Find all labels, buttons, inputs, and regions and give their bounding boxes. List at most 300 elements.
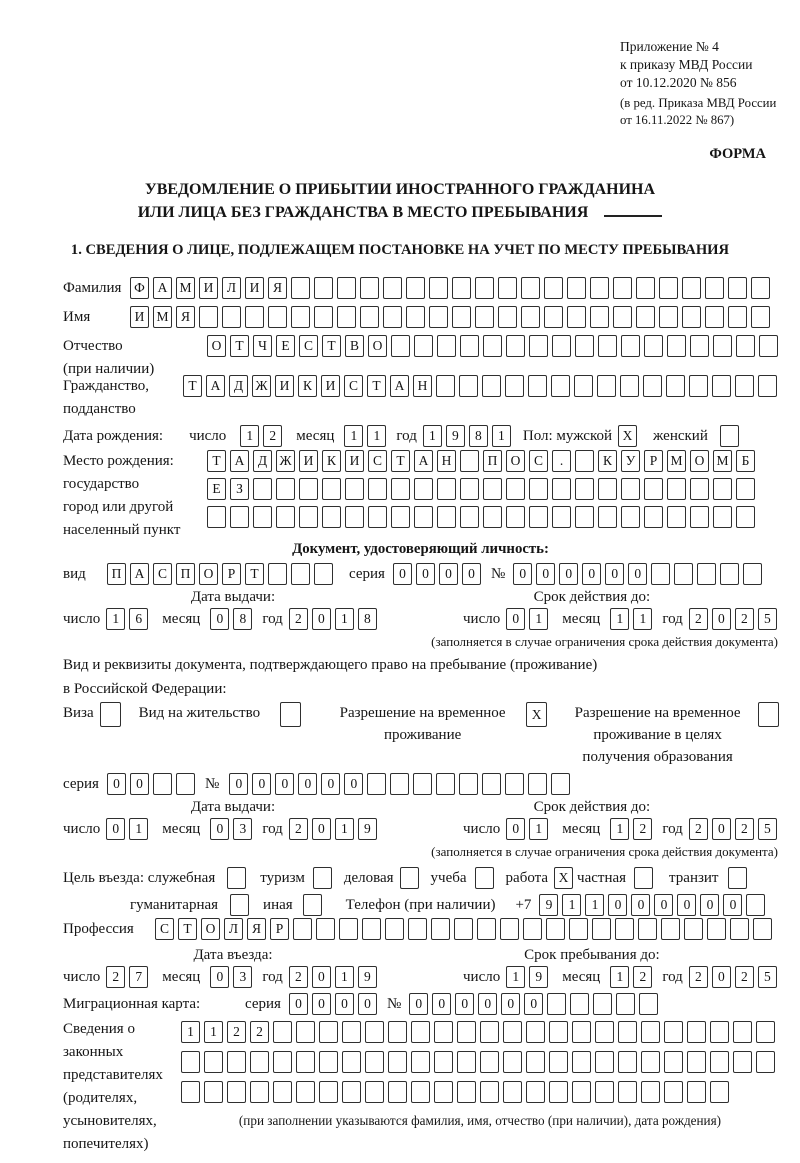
char-box[interactable] [549, 1081, 568, 1103]
char-box[interactable] [710, 1081, 729, 1103]
stay-valid-day[interactable] [506, 818, 552, 840]
char-box[interactable] [268, 306, 287, 328]
char-box[interactable]: Ч [253, 335, 272, 357]
char-box[interactable] [505, 375, 524, 397]
char-box[interactable]: 0 [712, 966, 731, 988]
char-box[interactable]: 0 [712, 608, 731, 630]
profession-field[interactable] [155, 918, 776, 940]
purpose-private-checkbox[interactable] [634, 867, 657, 889]
char-box[interactable]: 8 [469, 425, 488, 447]
char-box[interactable]: 0 [501, 993, 520, 1015]
char-box[interactable] [383, 277, 402, 299]
char-box[interactable]: Т [183, 375, 202, 397]
char-box[interactable] [291, 306, 310, 328]
char-box[interactable]: 5 [758, 966, 777, 988]
char-box[interactable] [666, 375, 685, 397]
purpose-humanitarian-checkbox[interactable] [230, 894, 253, 916]
char-box[interactable] [296, 1081, 315, 1103]
char-box[interactable] [575, 335, 594, 357]
char-box[interactable]: 0 [559, 563, 578, 585]
doc-valid-year[interactable] [689, 608, 781, 630]
purpose-tourism-checkbox[interactable] [313, 867, 336, 889]
char-box[interactable] [483, 478, 502, 500]
char-box[interactable] [483, 335, 502, 357]
char-box[interactable] [687, 1051, 706, 1073]
char-box[interactable] [429, 306, 448, 328]
char-box[interactable] [280, 702, 301, 727]
char-box[interactable]: 0 [416, 563, 435, 585]
char-box[interactable]: 0 [536, 563, 555, 585]
char-box[interactable] [365, 1021, 384, 1043]
char-box[interactable] [385, 918, 404, 940]
char-box[interactable] [529, 478, 548, 500]
char-box[interactable] [621, 335, 640, 357]
char-box[interactable] [503, 1051, 522, 1073]
birthplace-field-row3[interactable] [207, 506, 759, 528]
char-box[interactable] [293, 918, 312, 940]
char-box[interactable] [613, 306, 632, 328]
char-box[interactable] [528, 375, 547, 397]
char-box[interactable] [713, 335, 732, 357]
birth-month-field[interactable] [344, 425, 390, 447]
char-box[interactable] [572, 1051, 591, 1073]
char-box[interactable] [682, 306, 701, 328]
char-box[interactable] [549, 1021, 568, 1043]
char-box[interactable]: С [344, 375, 363, 397]
char-box[interactable] [483, 506, 502, 528]
char-box[interactable]: О [207, 335, 226, 357]
char-box[interactable]: Т [245, 563, 264, 585]
char-box[interactable] [411, 1021, 430, 1043]
char-box[interactable] [388, 1081, 407, 1103]
char-box[interactable]: Б [736, 450, 755, 472]
char-box[interactable]: 2 [735, 818, 754, 840]
patronymic-field[interactable] [207, 335, 782, 357]
char-box[interactable]: 2 [633, 818, 652, 840]
sex-male-checkbox[interactable] [618, 425, 641, 447]
char-box[interactable] [204, 1081, 223, 1103]
purpose-other-checkbox[interactable] [303, 894, 326, 916]
char-box[interactable]: 0 [106, 818, 125, 840]
char-box[interactable] [753, 918, 772, 940]
char-box[interactable]: 2 [289, 966, 308, 988]
char-box[interactable] [710, 1051, 729, 1073]
char-box[interactable]: 0 [210, 608, 229, 630]
char-box[interactable]: Ж [252, 375, 271, 397]
char-box[interactable]: 2 [289, 608, 308, 630]
char-box[interactable] [291, 563, 310, 585]
char-box[interactable]: 0 [344, 773, 363, 795]
char-box[interactable] [720, 425, 739, 447]
char-box[interactable] [383, 306, 402, 328]
char-box[interactable]: 0 [335, 993, 354, 1015]
char-box[interactable] [436, 375, 455, 397]
char-box[interactable] [736, 335, 755, 357]
char-box[interactable]: С [155, 918, 174, 940]
char-box[interactable]: О [199, 563, 218, 585]
char-box[interactable] [690, 335, 709, 357]
char-box[interactable]: 0 [506, 608, 525, 630]
char-box[interactable] [639, 993, 658, 1015]
char-box[interactable]: М [176, 277, 195, 299]
char-box[interactable]: 1 [423, 425, 442, 447]
char-box[interactable] [651, 563, 670, 585]
char-box[interactable]: 9 [529, 966, 548, 988]
char-box[interactable] [572, 1081, 591, 1103]
char-box[interactable]: 0 [393, 563, 412, 585]
char-box[interactable]: Ж [276, 450, 295, 472]
char-box[interactable]: 1 [506, 966, 525, 988]
stay-valid-month[interactable] [610, 818, 656, 840]
char-box[interactable]: Т [367, 375, 386, 397]
char-box[interactable] [207, 506, 226, 528]
char-box[interactable] [250, 1081, 269, 1103]
char-box[interactable]: 0 [312, 993, 331, 1015]
char-box[interactable]: А [230, 450, 249, 472]
char-box[interactable]: Н [413, 375, 432, 397]
char-box[interactable] [437, 478, 456, 500]
char-box[interactable]: 1 [529, 818, 548, 840]
char-box[interactable]: О [506, 450, 525, 472]
char-box[interactable] [526, 1021, 545, 1043]
char-box[interactable]: С [299, 335, 318, 357]
char-box[interactable]: 0 [524, 993, 543, 1015]
char-box[interactable] [313, 867, 332, 889]
char-box[interactable]: 0 [409, 993, 428, 1015]
char-box[interactable] [546, 918, 565, 940]
char-box[interactable] [595, 1051, 614, 1073]
char-box[interactable]: М [713, 450, 732, 472]
char-box[interactable] [199, 306, 218, 328]
char-box[interactable] [690, 478, 709, 500]
char-box[interactable]: С [368, 450, 387, 472]
char-box[interactable]: В [345, 335, 364, 357]
char-box[interactable] [526, 1081, 545, 1103]
char-box[interactable] [667, 478, 686, 500]
char-box[interactable] [316, 918, 335, 940]
char-box[interactable] [618, 1051, 637, 1073]
char-box[interactable]: 0 [321, 773, 340, 795]
char-box[interactable] [314, 563, 333, 585]
char-box[interactable]: 0 [462, 563, 481, 585]
char-box[interactable] [674, 563, 693, 585]
birth-day-field[interactable] [240, 425, 286, 447]
char-box[interactable] [475, 306, 494, 328]
char-box[interactable] [664, 1021, 683, 1043]
char-box[interactable]: X [526, 702, 547, 727]
char-box[interactable] [572, 1021, 591, 1043]
char-box[interactable] [569, 918, 588, 940]
char-box[interactable] [475, 867, 494, 889]
char-box[interactable] [590, 277, 609, 299]
char-box[interactable]: 3 [233, 818, 252, 840]
char-box[interactable]: 0 [700, 894, 719, 916]
char-box[interactable] [319, 1051, 338, 1073]
char-box[interactable] [367, 773, 386, 795]
char-box[interactable] [299, 478, 318, 500]
char-box[interactable] [227, 1051, 246, 1073]
char-box[interactable] [222, 306, 241, 328]
char-box[interactable] [758, 375, 777, 397]
char-box[interactable]: Ф [130, 277, 149, 299]
char-box[interactable] [523, 918, 542, 940]
char-box[interactable]: X [554, 867, 573, 889]
char-box[interactable] [575, 506, 594, 528]
char-box[interactable] [641, 1081, 660, 1103]
char-box[interactable]: 1 [562, 894, 581, 916]
char-box[interactable]: 0 [312, 608, 331, 630]
char-box[interactable] [616, 993, 635, 1015]
char-box[interactable] [452, 277, 471, 299]
char-box[interactable]: М [667, 450, 686, 472]
doc-number-field[interactable] [513, 563, 766, 585]
representatives-field-row3[interactable] [181, 1081, 779, 1103]
char-box[interactable]: И [275, 375, 294, 397]
char-box[interactable]: Т [230, 335, 249, 357]
stay-number-field[interactable] [229, 773, 574, 795]
representatives-field-row2[interactable] [181, 1051, 779, 1073]
purpose-commercial-checkbox[interactable] [400, 867, 423, 889]
doc-type-field[interactable] [107, 563, 337, 585]
char-box[interactable] [664, 1051, 683, 1073]
char-box[interactable] [498, 306, 517, 328]
char-box[interactable] [615, 918, 634, 940]
char-box[interactable]: Р [222, 563, 241, 585]
char-box[interactable] [567, 277, 586, 299]
char-box[interactable] [521, 277, 540, 299]
char-box[interactable] [459, 375, 478, 397]
char-box[interactable]: 1 [106, 608, 125, 630]
char-box[interactable] [452, 306, 471, 328]
char-box[interactable] [552, 478, 571, 500]
char-box[interactable] [437, 335, 456, 357]
char-box[interactable] [319, 1021, 338, 1043]
char-box[interactable]: 0 [229, 773, 248, 795]
char-box[interactable] [204, 1051, 223, 1073]
char-box[interactable] [705, 277, 724, 299]
sex-female-checkbox[interactable] [720, 425, 743, 447]
char-box[interactable] [345, 478, 364, 500]
char-box[interactable]: 0 [130, 773, 149, 795]
rvp-checkbox[interactable] [526, 702, 551, 727]
char-box[interactable] [570, 993, 589, 1015]
stay-issue-year[interactable] [289, 818, 381, 840]
char-box[interactable]: 5 [758, 608, 777, 630]
char-box[interactable] [181, 1081, 200, 1103]
char-box[interactable]: О [201, 918, 220, 940]
char-box[interactable] [408, 918, 427, 940]
char-box[interactable] [460, 506, 479, 528]
char-box[interactable] [368, 506, 387, 528]
char-box[interactable] [299, 506, 318, 528]
char-box[interactable]: 0 [631, 894, 650, 916]
char-box[interactable] [528, 773, 547, 795]
char-box[interactable] [667, 506, 686, 528]
char-box[interactable] [687, 1081, 706, 1103]
char-box[interactable] [314, 277, 333, 299]
char-box[interactable] [687, 1021, 706, 1043]
char-box[interactable] [457, 1081, 476, 1103]
char-box[interactable] [391, 478, 410, 500]
char-box[interactable] [549, 1051, 568, 1073]
char-box[interactable] [728, 306, 747, 328]
char-box[interactable]: К [598, 450, 617, 472]
char-box[interactable] [400, 867, 419, 889]
doc-valid-day[interactable] [506, 608, 552, 630]
char-box[interactable] [735, 375, 754, 397]
char-box[interactable]: К [322, 450, 341, 472]
char-box[interactable] [368, 478, 387, 500]
char-box[interactable] [736, 506, 755, 528]
char-box[interactable]: Т [391, 450, 410, 472]
char-box[interactable] [414, 335, 433, 357]
char-box[interactable]: 1 [633, 608, 652, 630]
char-box[interactable] [544, 306, 563, 328]
char-box[interactable]: Я [176, 306, 195, 328]
char-box[interactable] [406, 306, 425, 328]
char-box[interactable] [250, 1051, 269, 1073]
char-box[interactable] [227, 1081, 246, 1103]
char-box[interactable] [598, 478, 617, 500]
char-box[interactable] [460, 450, 479, 472]
char-box[interactable] [728, 867, 747, 889]
char-box[interactable] [176, 773, 195, 795]
char-box[interactable]: Д [253, 450, 272, 472]
char-box[interactable]: А [390, 375, 409, 397]
char-box[interactable] [506, 506, 525, 528]
char-box[interactable]: А [153, 277, 172, 299]
char-box[interactable]: Р [270, 918, 289, 940]
purpose-business-checkbox[interactable] [227, 867, 250, 889]
char-box[interactable]: О [690, 450, 709, 472]
char-box[interactable]: Т [322, 335, 341, 357]
char-box[interactable] [618, 1021, 637, 1043]
purpose-study-checkbox[interactable] [475, 867, 498, 889]
char-box[interactable] [365, 1051, 384, 1073]
char-box[interactable] [153, 773, 172, 795]
char-box[interactable] [756, 1051, 775, 1073]
char-box[interactable]: А [130, 563, 149, 585]
char-box[interactable] [526, 1051, 545, 1073]
char-box[interactable]: 1 [335, 818, 354, 840]
char-box[interactable] [362, 918, 381, 940]
char-box[interactable] [365, 1081, 384, 1103]
char-box[interactable] [342, 1021, 361, 1043]
char-box[interactable] [756, 1021, 775, 1043]
char-box[interactable]: 0 [439, 563, 458, 585]
char-box[interactable]: 2 [106, 966, 125, 988]
char-box[interactable]: И [199, 277, 218, 299]
char-box[interactable] [227, 867, 246, 889]
char-box[interactable] [751, 277, 770, 299]
char-box[interactable]: 0 [275, 773, 294, 795]
char-box[interactable] [230, 506, 249, 528]
surname-field[interactable] [130, 277, 774, 299]
char-box[interactable]: 0 [628, 563, 647, 585]
char-box[interactable] [636, 277, 655, 299]
char-box[interactable] [618, 1081, 637, 1103]
char-box[interactable] [437, 506, 456, 528]
char-box[interactable] [268, 563, 287, 585]
char-box[interactable]: 2 [689, 818, 708, 840]
char-box[interactable]: Л [222, 277, 241, 299]
char-box[interactable] [667, 335, 686, 357]
char-box[interactable] [414, 506, 433, 528]
char-box[interactable] [529, 335, 548, 357]
entry-year[interactable] [289, 966, 381, 988]
char-box[interactable]: 2 [735, 966, 754, 988]
char-box[interactable] [388, 1051, 407, 1073]
char-box[interactable]: К [298, 375, 317, 397]
rvp-edu-checkbox[interactable] [758, 702, 783, 727]
char-box[interactable] [684, 918, 703, 940]
char-box[interactable] [620, 375, 639, 397]
char-box[interactable] [303, 894, 322, 916]
char-box[interactable]: 0 [513, 563, 532, 585]
char-box[interactable] [712, 375, 731, 397]
char-box[interactable] [459, 773, 478, 795]
char-box[interactable] [713, 506, 732, 528]
char-box[interactable] [733, 1051, 752, 1073]
char-box[interactable] [641, 1051, 660, 1073]
char-box[interactable] [746, 894, 765, 916]
char-box[interactable]: 0 [358, 993, 377, 1015]
char-box[interactable]: 0 [654, 894, 673, 916]
char-box[interactable] [597, 375, 616, 397]
stay-until-year[interactable] [689, 966, 781, 988]
char-box[interactable] [743, 563, 762, 585]
char-box[interactable]: О [368, 335, 387, 357]
char-box[interactable] [181, 1051, 200, 1073]
char-box[interactable] [253, 478, 272, 500]
char-box[interactable] [391, 506, 410, 528]
char-box[interactable] [720, 563, 739, 585]
char-box[interactable]: 2 [250, 1021, 269, 1043]
char-box[interactable]: 0 [298, 773, 317, 795]
char-box[interactable]: 0 [723, 894, 742, 916]
phone-field[interactable] [539, 894, 769, 916]
char-box[interactable] [434, 1081, 453, 1103]
char-box[interactable]: 9 [358, 818, 377, 840]
char-box[interactable]: С [529, 450, 548, 472]
char-box[interactable] [480, 1081, 499, 1103]
char-box[interactable] [388, 1021, 407, 1043]
doc-valid-month[interactable] [610, 608, 656, 630]
char-box[interactable]: Д [229, 375, 248, 397]
char-box[interactable] [634, 867, 653, 889]
char-box[interactable] [273, 1081, 292, 1103]
char-box[interactable]: 1 [610, 608, 629, 630]
stay-valid-year[interactable] [689, 818, 781, 840]
char-box[interactable] [276, 506, 295, 528]
char-box[interactable]: Т [178, 918, 197, 940]
char-box[interactable]: 3 [233, 966, 252, 988]
char-box[interactable] [710, 1021, 729, 1043]
stay-series-field[interactable] [107, 773, 199, 795]
char-box[interactable] [593, 993, 612, 1015]
char-box[interactable]: Р [644, 450, 663, 472]
stay-until-day[interactable] [506, 966, 552, 988]
char-box[interactable]: М [153, 306, 172, 328]
char-box[interactable] [230, 894, 249, 916]
char-box[interactable] [689, 375, 708, 397]
char-box[interactable]: 1 [529, 608, 548, 630]
char-box[interactable] [552, 506, 571, 528]
char-box[interactable] [342, 1051, 361, 1073]
char-box[interactable] [643, 375, 662, 397]
char-box[interactable] [500, 918, 519, 940]
char-box[interactable] [552, 335, 571, 357]
